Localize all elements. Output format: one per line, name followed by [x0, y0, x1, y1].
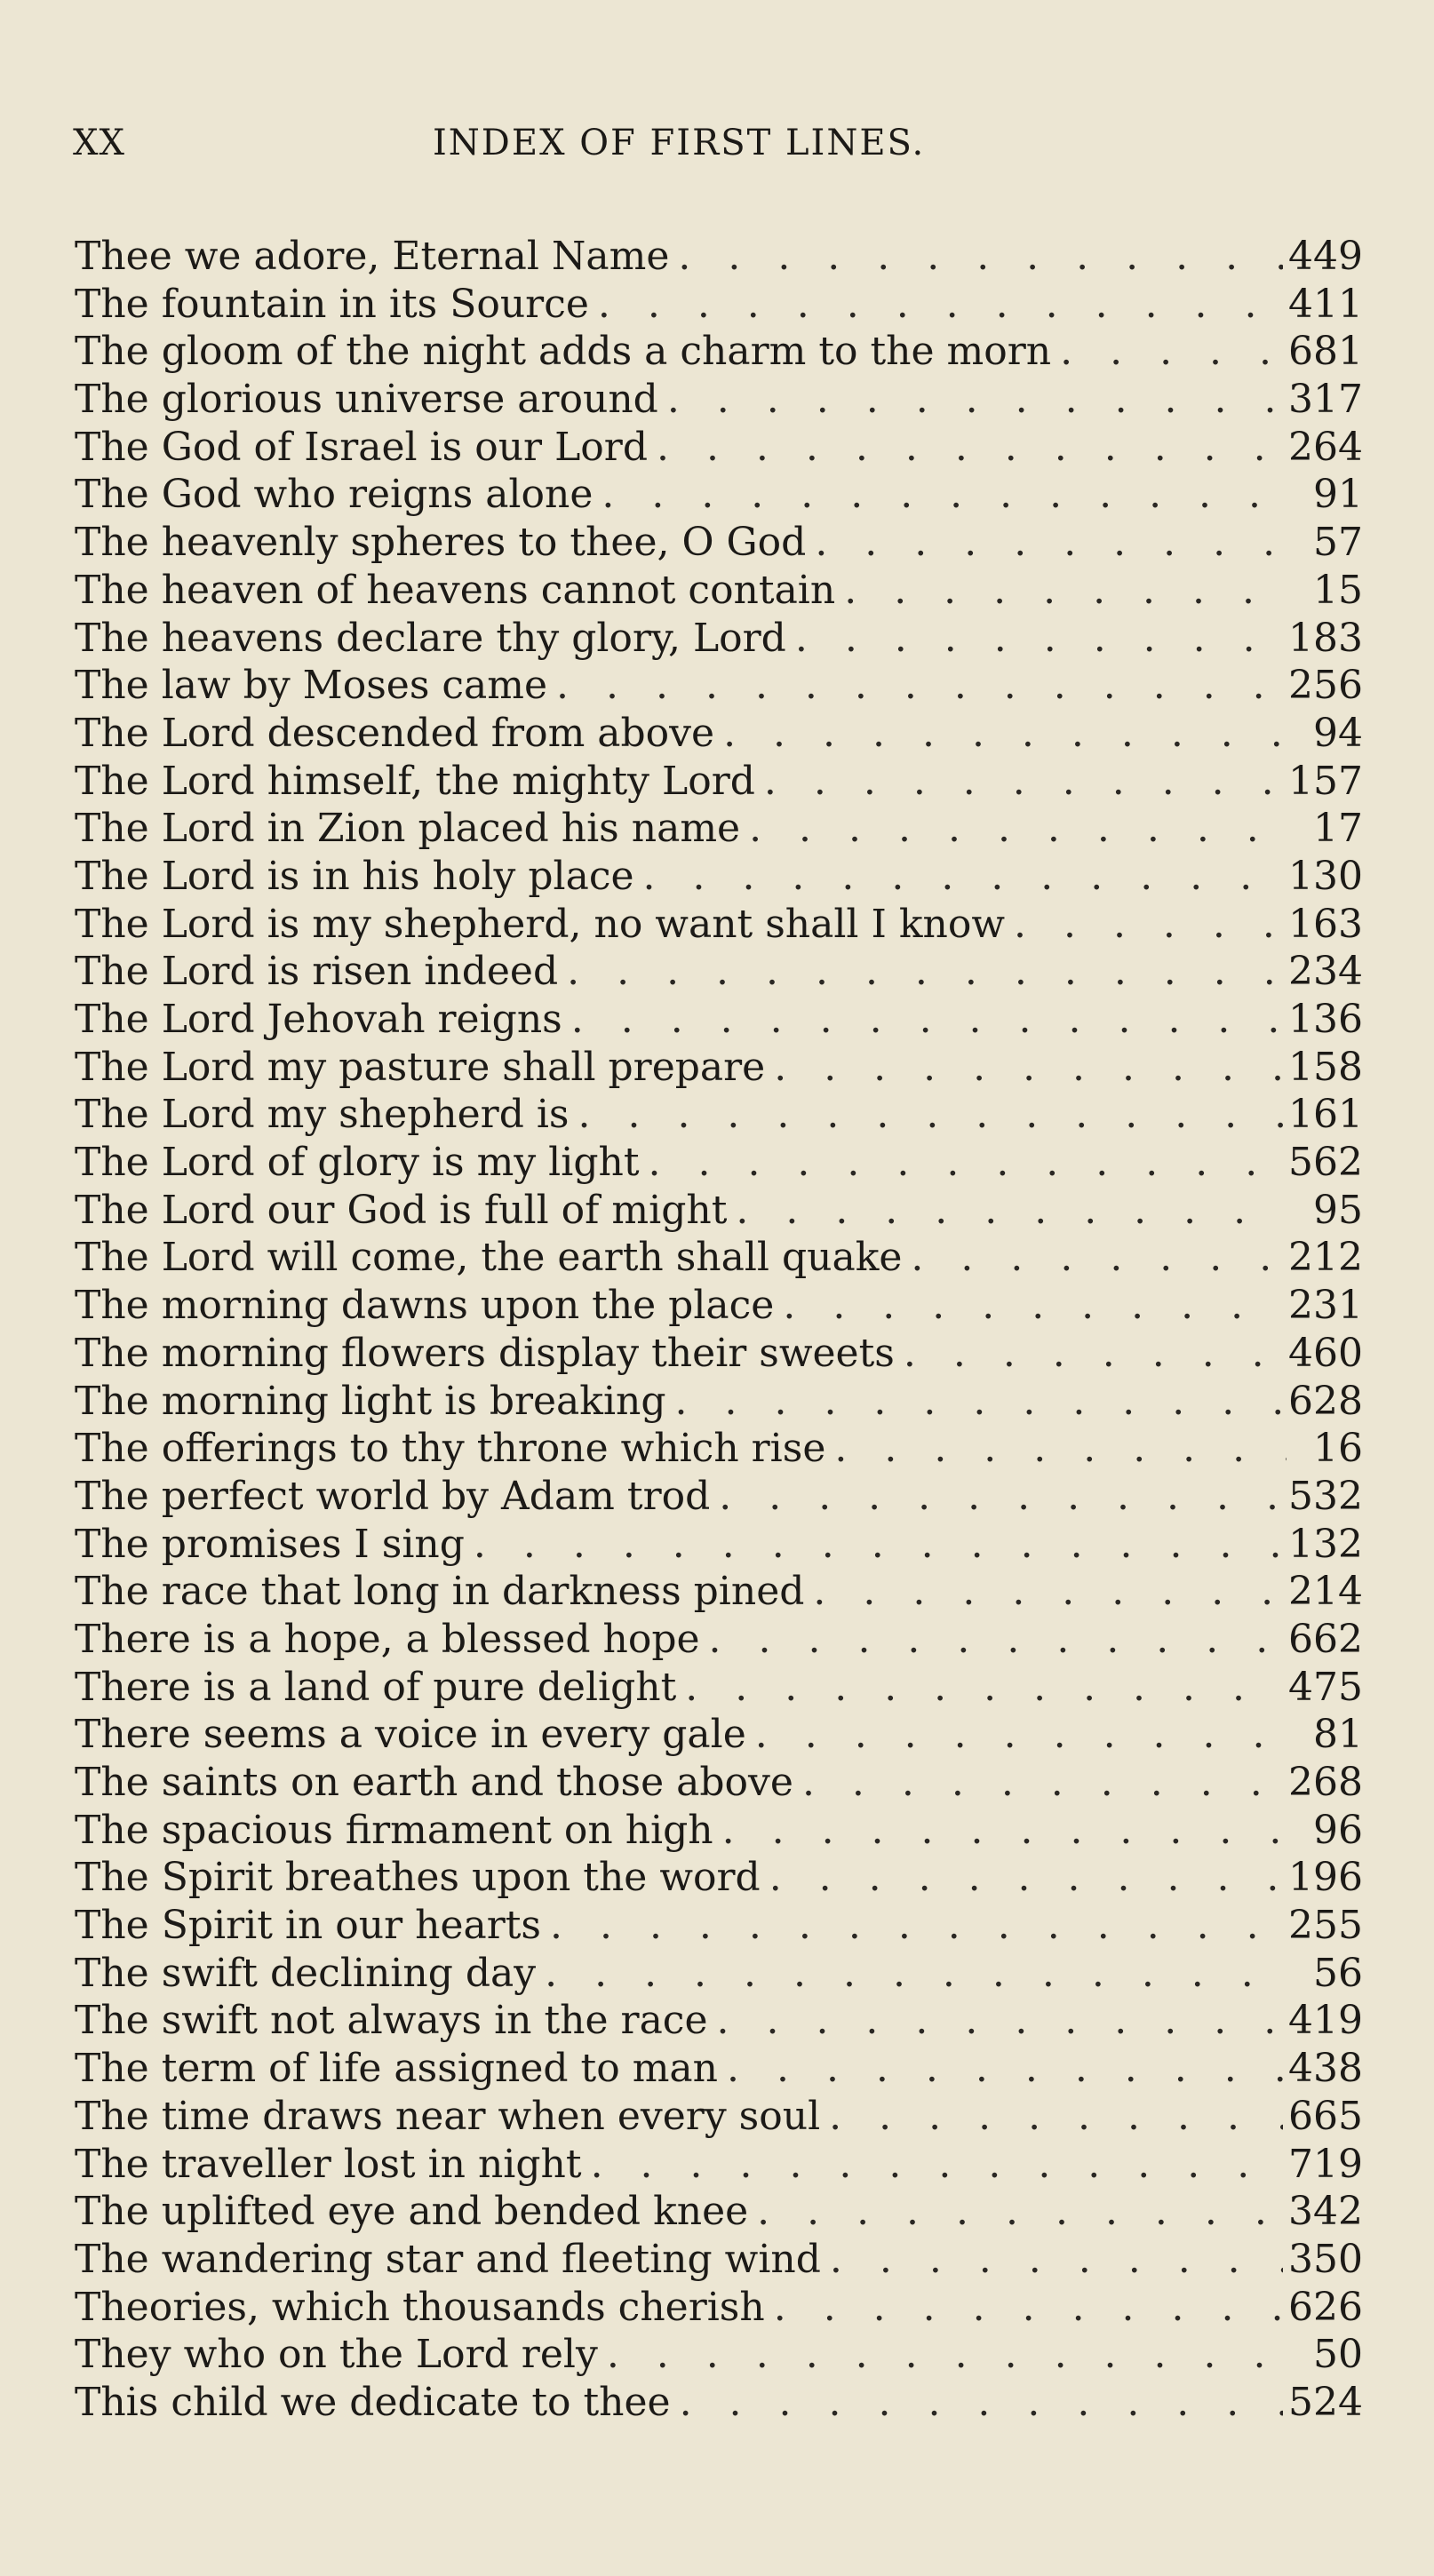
hymn-number: 57	[1313, 520, 1363, 566]
dot-leader	[708, 1997, 1284, 2045]
index-entry	[75, 2284, 1363, 2332]
first-line-text: The Lord our God is full of might	[75, 1187, 728, 1233]
dot-leader	[589, 281, 1283, 329]
hymn-number: 562	[1288, 1140, 1363, 1186]
index-entry	[75, 328, 1363, 376]
dot-leader	[755, 758, 1283, 806]
dot-leader	[1005, 901, 1283, 949]
first-line-text: The glorious universe around	[75, 377, 658, 423]
index-entry	[75, 1091, 1363, 1139]
first-line-text: The Lord my pasture shall prepare	[75, 1044, 766, 1090]
hymn-number: 130	[1288, 853, 1363, 899]
first-line-text: The race that long in darkness pined	[75, 1569, 805, 1615]
index-entry	[75, 2379, 1363, 2427]
hymn-number: 460	[1288, 1330, 1363, 1376]
dot-leader	[748, 2188, 1283, 2236]
first-line-text: The saints on earth and those above	[75, 1760, 793, 1805]
hymn-number: 350	[1288, 2236, 1363, 2282]
index-entry	[75, 1568, 1363, 1616]
hymn-number: 264	[1288, 424, 1363, 470]
first-line-text: The Lord will come, the earth shall quake	[75, 1235, 903, 1281]
first-line-text: The heavenly spheres to thee, O God	[75, 520, 807, 566]
hymn-number: 91	[1313, 472, 1363, 518]
first-line-text: The spacious firmament on high	[75, 1807, 713, 1853]
index-entry	[75, 1902, 1363, 1950]
hymn-number: 719	[1288, 2141, 1363, 2187]
first-line-text: Thee we adore, Eternal Name	[75, 234, 670, 279]
hymn-number: 196	[1288, 1855, 1363, 1901]
dot-leader	[658, 376, 1283, 424]
index-entry	[75, 1616, 1363, 1664]
index-entry	[75, 710, 1363, 758]
hymn-number: 132	[1288, 1521, 1363, 1567]
dot-leader	[761, 1854, 1283, 1902]
hymn-number: 628	[1288, 1378, 1363, 1424]
first-line-text: The promises I sing	[75, 1521, 465, 1567]
dot-leader	[676, 1664, 1283, 1712]
index-entry	[75, 2236, 1363, 2284]
dot-leader	[821, 2236, 1283, 2284]
hymn-number: 136	[1288, 997, 1363, 1042]
index-entry	[75, 901, 1363, 949]
dot-leader	[547, 662, 1283, 710]
first-line-text: The morning dawns upon the place	[75, 1283, 775, 1329]
index-entry	[75, 805, 1363, 853]
page-number: XX	[73, 123, 125, 163]
index-list	[75, 233, 1363, 2427]
hymn-number: 214	[1288, 1569, 1363, 1615]
page-title: INDEX OF FIRST LINES.	[433, 123, 926, 163]
hymn-number: 95	[1313, 1187, 1363, 1233]
index-entry	[75, 1330, 1363, 1378]
first-line-text: The heavens declare thy glory, Lord	[75, 615, 786, 661]
first-line-text: The Lord is my shepherd, no want shall I know	[75, 901, 1005, 947]
hymn-number: 681	[1288, 329, 1363, 375]
index-entry	[75, 1425, 1363, 1473]
dot-leader	[718, 2045, 1283, 2093]
first-line-text: The Lord is risen indeed	[75, 949, 559, 995]
first-line-text: The Lord in Zion placed his name	[75, 806, 741, 852]
hymn-number: 50	[1313, 2332, 1363, 2378]
hymn-number: 255	[1288, 1903, 1363, 1949]
index-entry	[75, 1997, 1363, 2045]
hymn-number: 158	[1288, 1044, 1363, 1090]
index-entry	[75, 1759, 1363, 1807]
index-entry	[75, 2093, 1363, 2141]
hymn-number: 662	[1288, 1616, 1363, 1662]
first-line-text: The time draws near when every soul	[75, 2093, 821, 2139]
hymn-number: 532	[1288, 1473, 1363, 1519]
index-entry	[75, 853, 1363, 901]
dot-leader	[1051, 328, 1283, 376]
dot-leader	[774, 1282, 1283, 1330]
dot-leader	[593, 471, 1287, 519]
hymn-number: 183	[1288, 615, 1363, 661]
dot-leader	[895, 1330, 1283, 1378]
dot-leader	[700, 1616, 1283, 1664]
first-line-text: The heaven of heavens cannot contain	[75, 567, 836, 613]
hymn-number: 317	[1288, 377, 1363, 423]
dot-leader	[536, 1950, 1287, 1998]
dot-leader	[562, 996, 1283, 1044]
dot-leader	[902, 1234, 1283, 1282]
first-line-text: The Lord of glory is my light	[75, 1140, 640, 1186]
dot-leader	[541, 1902, 1283, 1950]
first-line-text: The Lord Jehovah reigns	[75, 997, 562, 1042]
dot-leader	[806, 519, 1287, 567]
first-line-text: They who on the Lord rely	[75, 2332, 598, 2378]
first-line-text: There seems a voice in every gale	[75, 1712, 746, 1758]
index-entry	[75, 1807, 1363, 1855]
index-entry	[75, 1139, 1363, 1187]
dot-leader	[786, 615, 1283, 663]
first-line-text: This child we dedicate to thee	[75, 2379, 671, 2425]
dot-leader	[825, 1425, 1287, 1473]
index-entry	[75, 948, 1363, 996]
index-entry	[75, 1664, 1363, 1712]
dot-leader	[740, 805, 1287, 853]
first-line-text: The term of life assigned to man	[75, 2046, 719, 2092]
dot-leader	[714, 710, 1287, 758]
first-line-text: The traveller lost in night	[75, 2141, 582, 2187]
hymn-number: 438	[1288, 2046, 1363, 2092]
hymn-number: 81	[1313, 1712, 1363, 1758]
index-entry	[75, 567, 1363, 615]
index-entry	[75, 1950, 1363, 1998]
first-line-text: The Lord descended from above	[75, 710, 715, 756]
index-entry	[75, 1521, 1363, 1569]
index-entry	[75, 424, 1363, 472]
index-entry	[75, 1044, 1363, 1092]
index-entry	[75, 281, 1363, 329]
hymn-number: 212	[1288, 1235, 1363, 1281]
first-line-text: The law by Moses came	[75, 663, 548, 709]
dot-leader	[765, 1044, 1283, 1092]
first-line-text: The Spirit breathes upon the word	[75, 1855, 761, 1901]
dot-leader	[793, 1759, 1283, 1807]
dot-leader	[835, 567, 1287, 615]
dot-leader	[710, 1473, 1283, 1521]
index-entry	[75, 1282, 1363, 1330]
index-entry	[75, 1711, 1363, 1759]
first-line-text: The Lord my shepherd is	[75, 1092, 570, 1138]
dot-leader	[570, 1091, 1284, 1139]
dot-leader	[669, 233, 1283, 281]
hymn-number: 256	[1288, 663, 1363, 709]
index-entry	[75, 1854, 1363, 1902]
running-head	[73, 123, 1361, 176]
hymn-number: 342	[1288, 2189, 1363, 2235]
hymn-number: 234	[1288, 949, 1363, 995]
index-entry	[75, 996, 1363, 1044]
index-entry	[75, 615, 1363, 663]
dot-leader	[671, 2379, 1283, 2427]
first-line-text: The gloom of the night adds a charm to the morn	[75, 329, 1052, 375]
dot-leader	[640, 1139, 1284, 1187]
hymn-number: 411	[1288, 281, 1363, 327]
dot-leader	[465, 1521, 1283, 1569]
first-line-text: The morning light is breaking	[75, 1378, 666, 1424]
index-entry	[75, 233, 1363, 281]
hymn-number: 665	[1288, 2093, 1363, 2139]
hymn-number: 449	[1288, 234, 1363, 279]
hymn-number: 268	[1288, 1760, 1363, 1805]
first-line-text: The fountain in its Source	[75, 281, 589, 327]
first-line-text: The Spirit in our hearts	[75, 1903, 542, 1949]
first-line-text: The morning flowers display their sweets	[75, 1330, 895, 1376]
hymn-number: 524	[1288, 2379, 1363, 2425]
index-entry	[75, 471, 1363, 519]
first-line-text: The God who reigns alone	[75, 472, 594, 518]
index-entry	[75, 2045, 1363, 2093]
first-line-text: The offerings to thy throne which rise	[75, 1426, 826, 1472]
dot-leader	[666, 1378, 1283, 1426]
index-entry	[75, 376, 1363, 424]
dot-leader	[746, 1711, 1287, 1759]
first-line-text: The uplifted eye and bended knee	[75, 2189, 749, 2235]
index-entry	[75, 1378, 1363, 1426]
hymn-number: 16	[1313, 1426, 1363, 1472]
hymn-number: 231	[1288, 1283, 1363, 1329]
dot-leader	[598, 2331, 1287, 2379]
hymn-number: 475	[1288, 1664, 1363, 1710]
first-line-text: The Lord is in his holy place	[75, 853, 634, 899]
hymn-number: 17	[1313, 806, 1363, 852]
dot-leader	[582, 2141, 1283, 2189]
first-line-text: The swift declining day	[75, 1950, 537, 1996]
index-entry	[75, 2141, 1363, 2189]
hymn-number: 94	[1313, 710, 1363, 756]
dot-leader	[765, 2284, 1283, 2332]
hymn-number: 419	[1288, 1998, 1363, 2044]
dot-leader	[634, 853, 1284, 901]
dot-leader	[804, 1568, 1283, 1616]
dot-leader	[558, 948, 1283, 996]
index-entry	[75, 758, 1363, 806]
hymn-number: 163	[1288, 901, 1363, 947]
first-line-text: The perfect world by Adam trod	[75, 1473, 711, 1519]
dot-leader	[820, 2093, 1283, 2141]
hymn-number: 96	[1313, 1807, 1363, 1853]
first-line-text: The God of Israel is our Lord	[75, 424, 648, 470]
index-entry	[75, 1187, 1363, 1235]
hymn-number: 626	[1288, 2284, 1363, 2330]
first-line-text: The wandering star and fleeting wind	[75, 2236, 821, 2282]
index-entry	[75, 519, 1363, 567]
first-line-text: The swift not always in the race	[75, 1998, 708, 2044]
first-line-text: The Lord himself, the mighty Lord	[75, 758, 755, 804]
first-line-text: There is a land of pure delight	[75, 1664, 677, 1710]
hymn-number: 161	[1288, 1092, 1363, 1138]
index-entry	[75, 662, 1363, 710]
index-entry	[75, 1473, 1363, 1521]
first-line-text: Theories, which thousands cherish	[75, 2284, 765, 2330]
hymn-number: 56	[1313, 1950, 1363, 1996]
dot-leader	[727, 1187, 1287, 1235]
index-entry	[75, 2188, 1363, 2236]
dot-leader	[713, 1807, 1287, 1855]
first-line-text: There is a hope, a blessed hope	[75, 1616, 700, 1662]
index-entry	[75, 1234, 1363, 1282]
dot-leader	[648, 424, 1283, 472]
hymn-number: 15	[1313, 567, 1363, 613]
index-entry	[75, 2331, 1363, 2379]
hymn-number: 157	[1288, 758, 1363, 804]
